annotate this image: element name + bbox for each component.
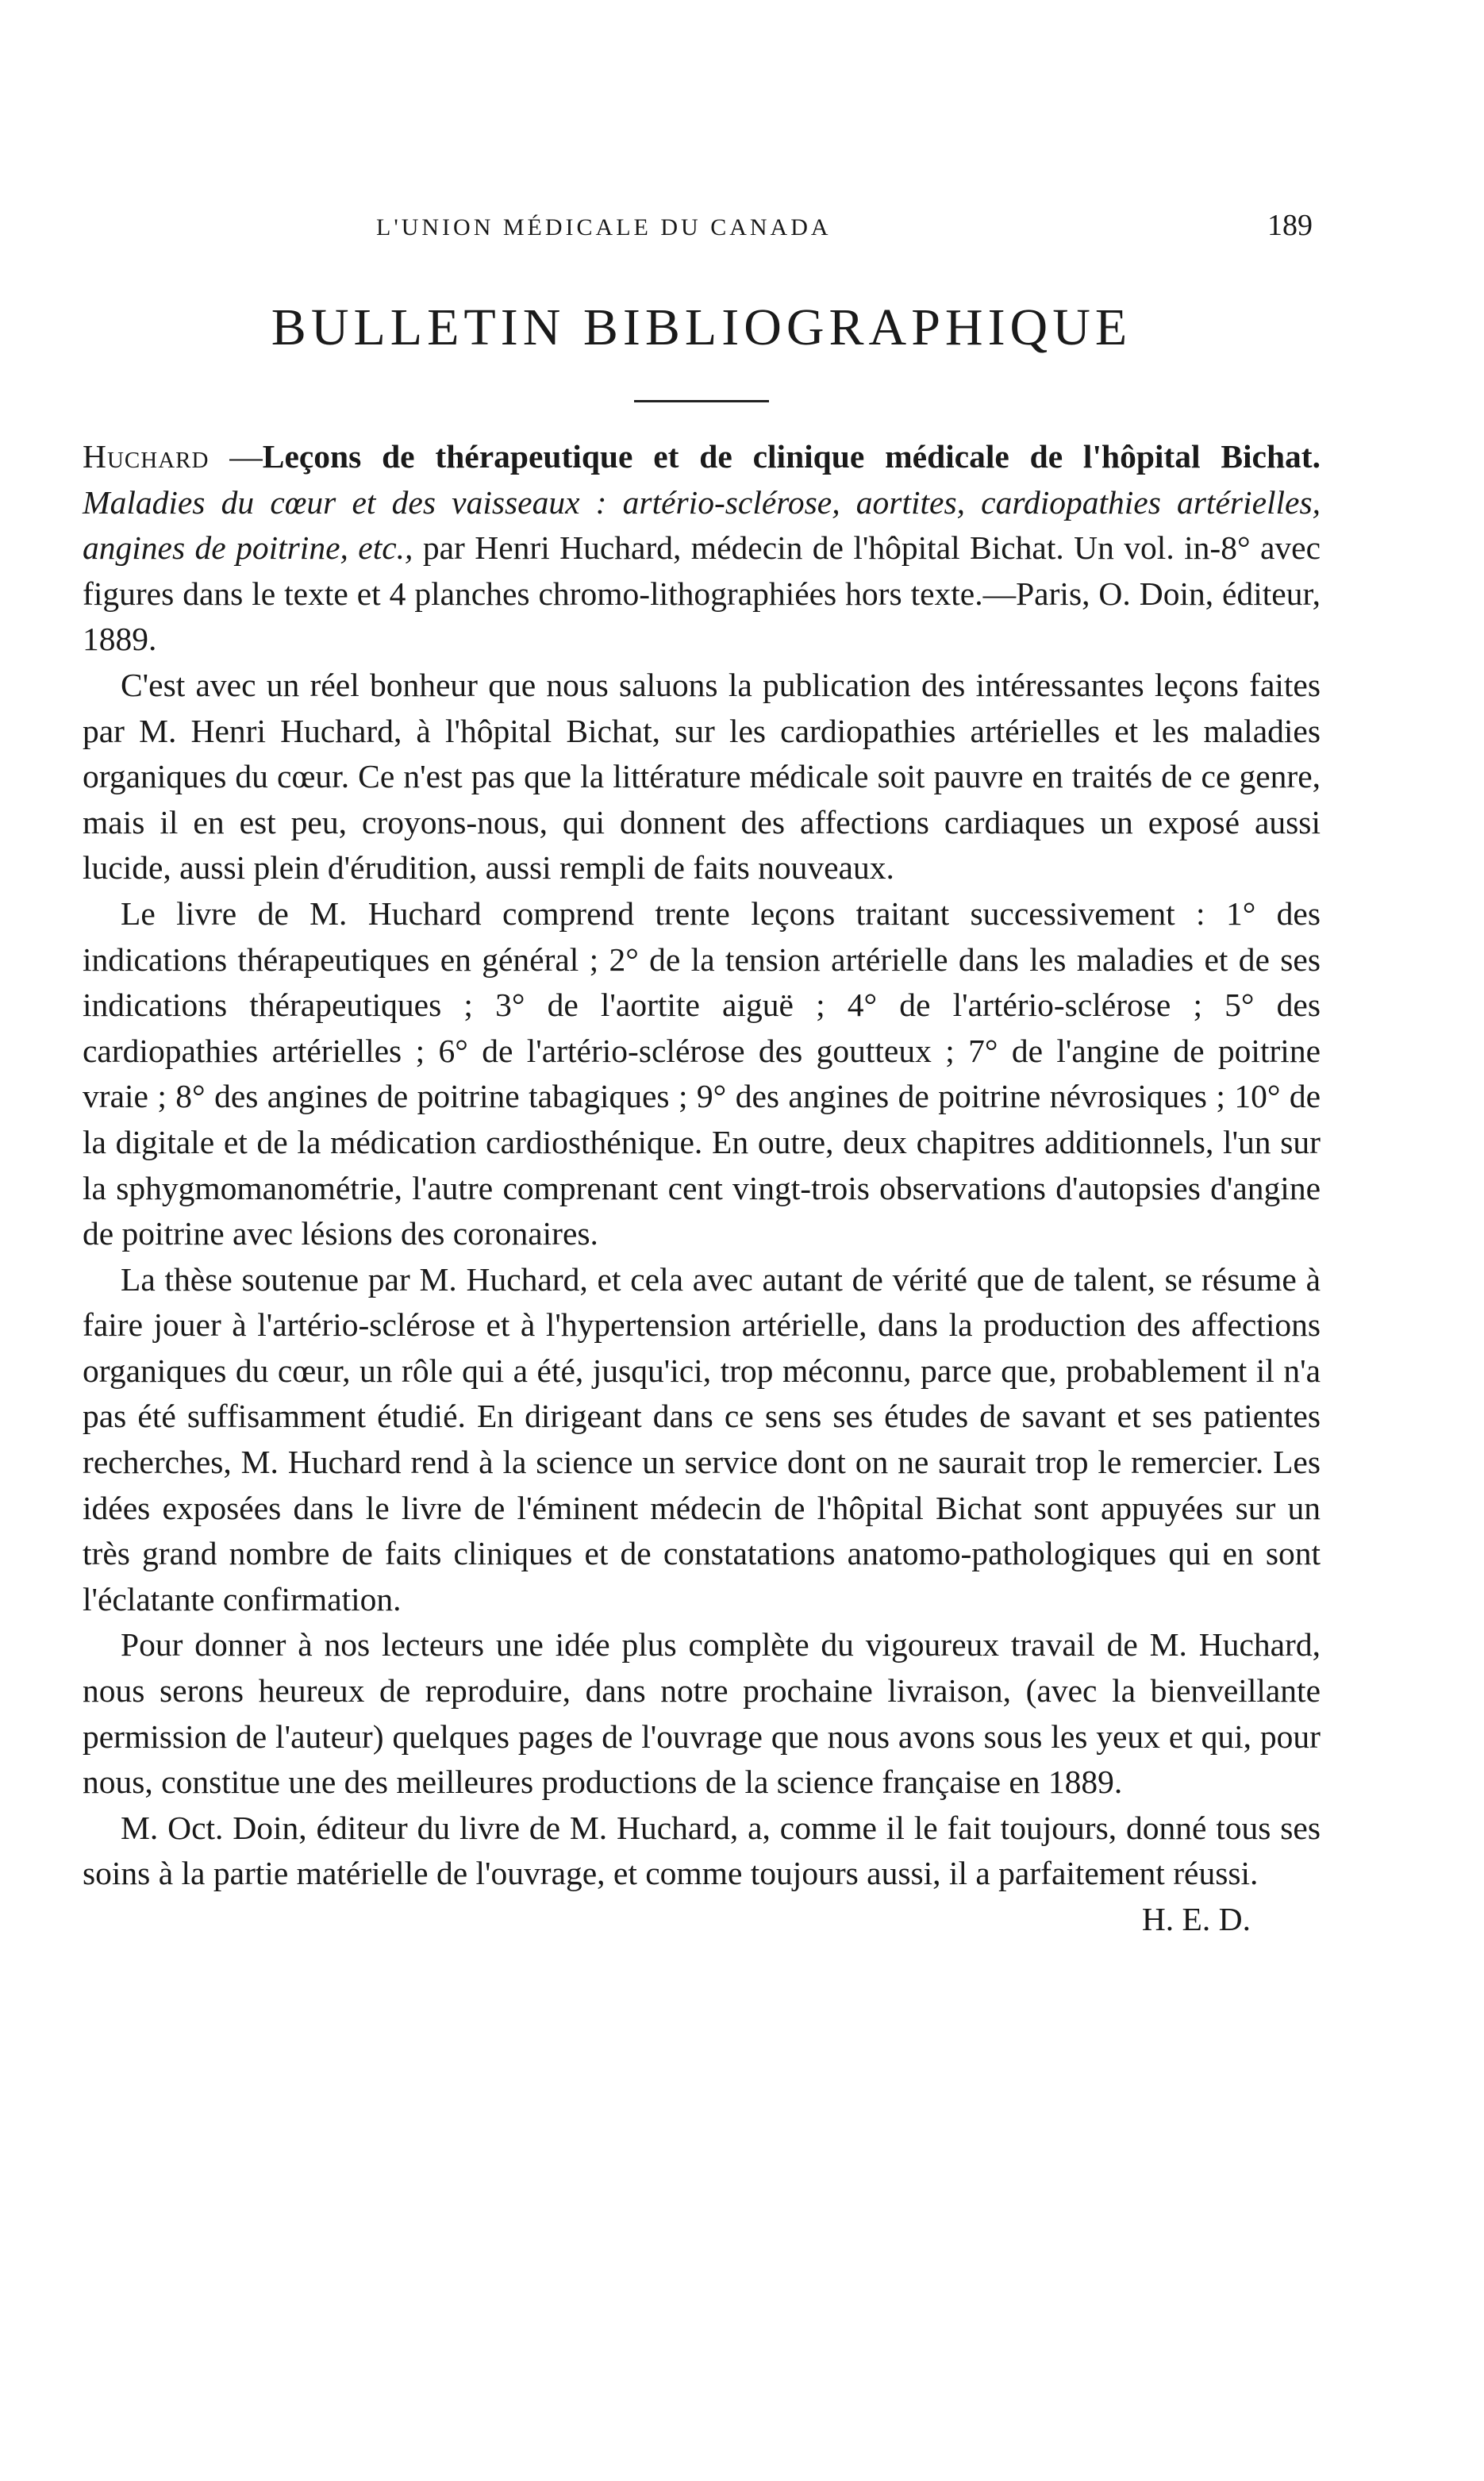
entry-subtitle: Maladies du cœur et des vaisseaux : artério-sclérose, aortites, cardiopathies artérielles, angines de poitrine, etc., (83, 483, 1321, 567)
paragraph-contents: Le livre de M. Huchard comprend trente leçons traitant successivement : 1° des indications thérapeutiques en général ; 2° de la tension artérielle dans les maladies et de ses indications thérapeutiques ; 3° de l'aortite aiguë ; 4° de l'artério-sclérose ; 5° des cardiopathies artérielles ; 6° de l'artério-sclérose des goutteux ; 7° de l'angine de poitrine vraie ; 8° des angines de poitrine tabagiques ; 9° des angines de poitrine névrosiques ; 10° de la digitale et de la médication cardiosthénique. En outre, deux chapitres additionnels, l'un sur la sphygmomanométrie, l'autre comprenant cent vingt-trois observations d'autopsies d'angine de poitrine avec lésions des coronaires. (83, 894, 1321, 1252)
entry-details: par Henri Huchard, médecin de l'hôpital Bichat. Un vol. in-8° avec figures dans le texte et 4 planches chromo-lithographiées hors texte.—Paris, O. Doin, éditeur, 1889. (83, 529, 1321, 658)
paragraph-thesis: La thèse soutenue par M. Huchard, et cela avec autant de vérité que de talent, se résume à faire jouer à l'artério-sclérose et à l'hypertension artérielle, dans la production des affections organiques du cœur, un rôle qui a été, jusqu'ici, trop méconnu, parce que, probablement il n'a pas été suffisamment étudié. En dirigeant dans ce sens ses études de savant et ses patientes recherches, M. Huchard rend à la science un service dont on ne saurait trop le remercier. Les idées exposées dans le livre de l'éminent médecin de l'hôpital Bichat sont appuyées sur un très grand nombre de faits cliniques et de constatations anatomo-pathologiques qui en sont l'éclatante confirmation. (83, 1260, 1321, 1617)
paragraph-announcement: Pour donner à nos lecteurs une idée plus complète du vigoureux travail de M. Huchard, nous serons heureux de reproduire, dans notre prochaine livraison, (avec la bienveillante permission de l'auteur) quelques pages de l'ouvrage que nous avons sous les yeux et qui, pour nous, constitue une des meilleures productions de la science française en 1889. (83, 1626, 1321, 1801)
title-divider (634, 400, 769, 402)
paragraph-intro: C'est avec un réel bonheur que nous saluons la publication des intéressantes leçons faites par M. Henri Huchard, à l'hôpital Bichat, sur les cardiopathies artérielles et les maladies organiques du cœur. Ce n'est pas que la littérature médicale soit pauvre en traités de ce genre, mais il en est peu, croyons-nous, qui donnent des affections cardiaques un exposé aussi lucide, aussi plein d'érudition, aussi rempli de faits nouveaux. (83, 666, 1321, 887)
page (83, 198, 1321, 1943)
section-title: BULLETIN BIBLIOGRAPHIQUE (271, 298, 1132, 356)
running-title: L'UNION MÉDICALE DU CANADA (376, 214, 832, 240)
page-number: 189 (1267, 209, 1313, 242)
bibliographic-entry (83, 434, 1321, 663)
entry-dash: — (209, 438, 263, 475)
signature: H. E. D. (1141, 1901, 1251, 1937)
entry-author: Huchard (83, 438, 210, 475)
paragraph-publisher: M. Oct. Doin, éditeur du livre de M. Huchard, a, comme il le fait toujours, donné tous ses soins à la partie matérielle de l'ouvrage, et comme toujours aussi, il a parfaitement réussi. (83, 1809, 1321, 1892)
entry-title: Leçons de thérapeutique et de clinique médicale de l'hôpital Bichat. (262, 438, 1321, 475)
running-header (83, 198, 1321, 254)
